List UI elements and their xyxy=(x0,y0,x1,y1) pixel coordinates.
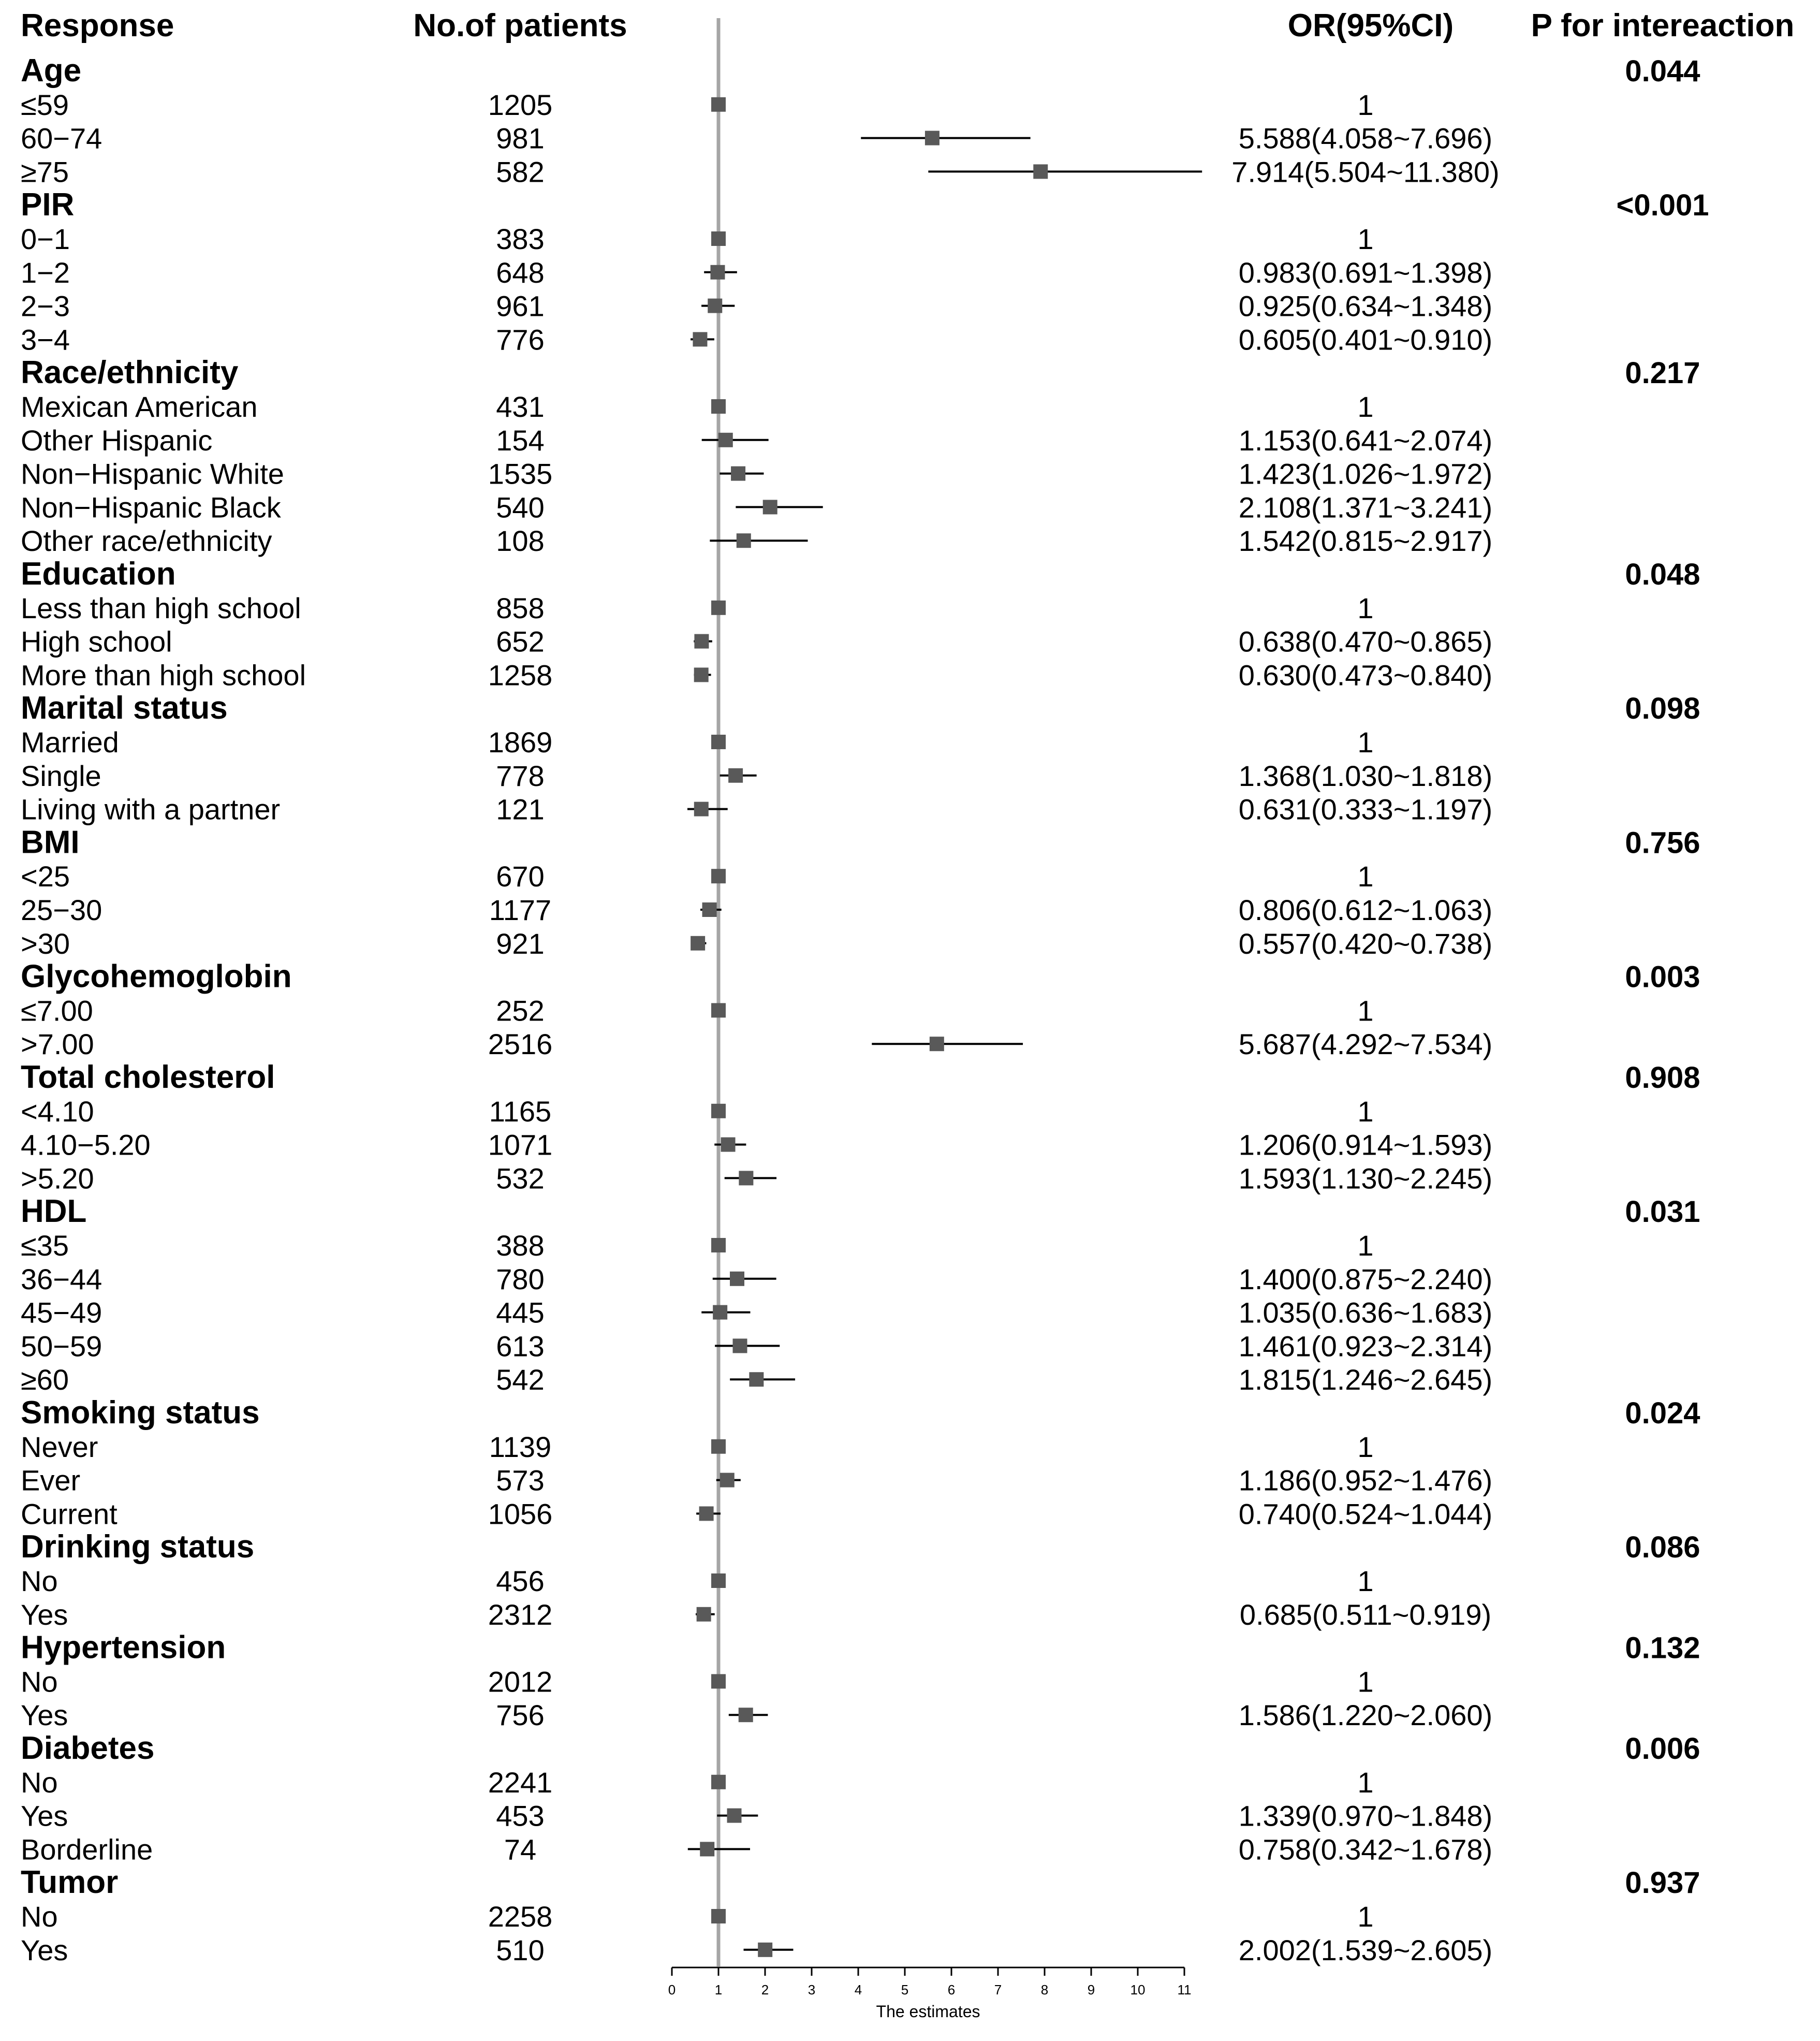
patient-count: 1139 xyxy=(489,1430,552,1463)
subgroup-label: No xyxy=(21,1665,58,1698)
patient-count: 154 xyxy=(496,424,545,457)
subgroup-label: ≤35 xyxy=(21,1229,69,1262)
or-marker xyxy=(711,1573,726,1588)
or-marker xyxy=(711,231,726,246)
group-label: Smoking status xyxy=(21,1395,260,1431)
or-ci-text: 0.685(0.511~0.919) xyxy=(1239,1598,1492,1631)
subgroup-label: >5.20 xyxy=(21,1162,94,1195)
or-ci-text: 2.002(1.539~2.605) xyxy=(1238,1933,1493,1966)
subgroup-label: More than high school xyxy=(21,659,306,692)
patient-count: 648 xyxy=(496,256,545,289)
or-ci-text: 1 xyxy=(1357,860,1374,893)
x-tick-label: 1 xyxy=(714,1982,723,1998)
header-or: OR(95%CI) xyxy=(1287,8,1454,43)
subgroup-label: 2−3 xyxy=(21,289,70,323)
group-label: Glycohemoglobin xyxy=(21,958,292,995)
patient-count: 252 xyxy=(496,994,545,1027)
or-ci-text: 1.461(0.923~2.314) xyxy=(1238,1330,1493,1363)
or-ci-text: 5.588(4.058~7.696) xyxy=(1238,122,1493,155)
or-marker xyxy=(711,399,726,414)
or-marker xyxy=(702,902,717,917)
patient-count: 74 xyxy=(504,1833,537,1866)
or-ci-text: 1 xyxy=(1357,223,1374,255)
or-ci-text: 1 xyxy=(1357,1900,1374,1933)
subgroup-label: ≥75 xyxy=(21,155,69,188)
or-ci-text: 1 xyxy=(1357,1565,1374,1597)
patient-count: 445 xyxy=(496,1296,545,1329)
or-marker xyxy=(718,433,733,447)
patient-count: 1258 xyxy=(488,659,553,692)
or-ci-text: 1 xyxy=(1357,1766,1374,1799)
or-ci-text: 2.108(1.371~3.241) xyxy=(1238,491,1493,524)
or-marker xyxy=(732,1338,747,1353)
p-interaction-value: 0.756 xyxy=(1625,826,1700,860)
p-interaction-value: 0.086 xyxy=(1625,1530,1700,1565)
patient-count: 383 xyxy=(496,223,545,255)
patient-count: 1535 xyxy=(488,457,553,490)
or-marker xyxy=(693,332,707,346)
or-ci-text: 1 xyxy=(1357,390,1374,423)
or-marker xyxy=(708,299,722,313)
or-ci-text: 1 xyxy=(1357,994,1374,1027)
or-ci-text: 0.557(0.420~0.738) xyxy=(1238,927,1493,960)
patient-count: 981 xyxy=(496,122,545,155)
p-interaction-value: 0.132 xyxy=(1625,1631,1700,1665)
patient-count: 2012 xyxy=(488,1665,553,1698)
patient-count: 961 xyxy=(496,289,545,323)
patient-count: 431 xyxy=(496,390,545,423)
subgroup-label: Yes xyxy=(21,1933,68,1966)
or-ci-text: 0.758(0.342~1.678) xyxy=(1238,1833,1493,1866)
subgroup-label: Single xyxy=(21,759,101,792)
or-ci-text: 1.586(1.220~2.060) xyxy=(1238,1699,1493,1732)
group-label: Race/ethnicity xyxy=(21,355,239,391)
x-tick-label: 9 xyxy=(1087,1982,1095,1998)
group-label: Age xyxy=(21,53,82,89)
or-ci-text: 1.368(1.030~1.818) xyxy=(1238,759,1493,792)
group-label: Education xyxy=(21,556,176,592)
or-marker xyxy=(720,1473,735,1488)
or-ci-text: 1.206(0.914~1.593) xyxy=(1238,1128,1493,1161)
subgroup-label: Mexican American xyxy=(21,390,258,423)
or-marker xyxy=(1033,164,1048,179)
or-ci-text: 1 xyxy=(1357,1430,1374,1463)
patient-count: 1869 xyxy=(488,726,553,759)
subgroup-label: Non−Hispanic White xyxy=(21,457,284,490)
or-marker xyxy=(731,466,745,481)
header-p-interaction: P for intereaction xyxy=(1531,8,1795,43)
x-tick-label: 0 xyxy=(668,1982,676,1998)
or-ci-text: 1 xyxy=(1357,726,1374,759)
or-marker xyxy=(758,1943,772,1957)
subgroup-label: >30 xyxy=(21,927,70,960)
or-marker xyxy=(711,97,726,112)
p-interaction-value: 0.006 xyxy=(1625,1732,1700,1766)
or-ci-text: 1.153(0.641~2.074) xyxy=(1238,424,1493,457)
or-marker xyxy=(697,1607,711,1622)
patient-count: 532 xyxy=(496,1162,545,1195)
or-ci-text: 1.339(0.970~1.848) xyxy=(1238,1799,1493,1832)
patient-count: 573 xyxy=(496,1464,545,1497)
patient-count: 510 xyxy=(496,1933,545,1966)
patient-count: 2312 xyxy=(488,1598,553,1631)
or-marker xyxy=(711,735,726,749)
or-marker xyxy=(711,1238,726,1252)
p-interaction-value: 0.048 xyxy=(1625,558,1700,591)
x-tick-label: 8 xyxy=(1040,1982,1049,1998)
subgroup-label: Yes xyxy=(21,1598,68,1631)
patient-count: 582 xyxy=(496,155,545,188)
x-tick-label: 6 xyxy=(947,1982,956,1998)
patient-count: 921 xyxy=(496,927,545,960)
or-ci-text: 0.806(0.612~1.063) xyxy=(1238,894,1493,926)
or-marker xyxy=(763,500,777,514)
patient-count: 108 xyxy=(496,524,545,558)
x-tick-label: 5 xyxy=(901,1982,909,1998)
or-ci-text: 1 xyxy=(1357,1229,1374,1262)
or-ci-text: 7.914(5.504~11.380) xyxy=(1231,155,1500,188)
patient-count: 613 xyxy=(496,1330,545,1363)
patient-count: 780 xyxy=(496,1262,545,1295)
or-ci-text: 1 xyxy=(1357,1095,1374,1128)
patient-count: 2241 xyxy=(488,1766,553,1799)
or-marker xyxy=(711,1003,726,1017)
subgroup-label: 25−30 xyxy=(21,894,102,926)
or-marker xyxy=(694,802,709,817)
subgroup-label: Borderline xyxy=(21,1833,153,1866)
p-interaction-value: 0.098 xyxy=(1625,692,1700,726)
p-interaction-value: <0.001 xyxy=(1616,188,1709,223)
p-interaction-value: 0.908 xyxy=(1625,1061,1700,1095)
or-marker xyxy=(711,1775,726,1789)
group-label: Diabetes xyxy=(21,1730,155,1766)
p-interaction-value: 0.937 xyxy=(1625,1866,1700,1900)
or-marker xyxy=(711,601,726,615)
subgroup-label: Less than high school xyxy=(21,591,301,624)
p-interaction-value: 0.217 xyxy=(1625,356,1700,390)
subgroup-label: Other Hispanic xyxy=(21,424,213,457)
subgroup-label: <25 xyxy=(21,860,70,893)
patient-count: 453 xyxy=(496,1799,545,1832)
or-ci-text: 0.925(0.634~1.348) xyxy=(1238,289,1493,323)
group-label: BMI xyxy=(21,824,80,861)
x-tick-label: 2 xyxy=(761,1982,769,1998)
or-ci-text: 0.605(0.401~0.910) xyxy=(1238,323,1493,356)
or-marker xyxy=(694,634,709,649)
subgroup-label: ≤59 xyxy=(21,88,69,121)
or-marker xyxy=(694,667,709,682)
or-ci-text: 1 xyxy=(1357,1665,1374,1698)
p-interaction-value: 0.024 xyxy=(1625,1396,1700,1430)
patient-count: 756 xyxy=(496,1699,545,1732)
patient-count: 1071 xyxy=(488,1128,553,1161)
subgroup-label: <4.10 xyxy=(21,1095,94,1128)
x-tick-label: 11 xyxy=(1177,1982,1192,1998)
or-ci-text: 1.542(0.815~2.917) xyxy=(1238,524,1493,558)
or-marker xyxy=(711,1104,726,1118)
or-marker xyxy=(739,1708,753,1722)
subgroup-label: High school xyxy=(21,625,172,658)
group-label: HDL xyxy=(21,1193,87,1230)
p-interaction-value: 0.031 xyxy=(1625,1195,1700,1229)
subgroup-label: Married xyxy=(21,726,119,759)
patient-count: 778 xyxy=(496,759,545,792)
patient-count: 652 xyxy=(496,625,545,658)
x-tick-label: 3 xyxy=(808,1982,816,1998)
or-marker xyxy=(739,1171,753,1185)
or-marker xyxy=(721,1138,736,1152)
or-marker xyxy=(925,131,940,145)
or-marker xyxy=(711,1909,726,1923)
subgroup-label: Never xyxy=(21,1430,98,1463)
or-marker xyxy=(749,1372,764,1387)
p-interaction-value: 0.003 xyxy=(1625,960,1700,994)
or-ci-text: 0.638(0.470~0.865) xyxy=(1238,625,1493,658)
subgroup-label: No xyxy=(21,1766,58,1799)
patient-count: 1165 xyxy=(489,1095,552,1128)
subgroup-label: Other race/ethnicity xyxy=(21,524,272,558)
or-ci-text: 1.423(1.026~1.972) xyxy=(1238,457,1493,490)
patient-count: 456 xyxy=(496,1565,545,1597)
or-marker xyxy=(713,1305,727,1320)
x-tick-label: 10 xyxy=(1130,1982,1146,1998)
patient-count: 1205 xyxy=(488,88,553,121)
or-marker xyxy=(711,1439,726,1454)
or-ci-text: 0.630(0.473~0.840) xyxy=(1238,659,1493,692)
subgroup-label: Ever xyxy=(21,1464,81,1497)
or-marker xyxy=(700,1842,714,1856)
subgroup-label: Yes xyxy=(21,1799,68,1832)
or-ci-text: 1 xyxy=(1357,88,1374,121)
or-marker xyxy=(930,1037,944,1051)
or-ci-text: 5.687(4.292~7.534) xyxy=(1238,1028,1493,1061)
subgroup-label: 3−4 xyxy=(21,323,70,356)
patient-count: 858 xyxy=(496,591,545,624)
or-marker xyxy=(730,1272,744,1286)
patient-count: 776 xyxy=(496,323,545,356)
subgroup-label: 1−2 xyxy=(21,256,70,289)
subgroup-label: 45−49 xyxy=(21,1296,102,1329)
patient-count: 542 xyxy=(496,1363,545,1396)
or-marker xyxy=(699,1506,714,1521)
or-marker xyxy=(727,1809,742,1823)
or-ci-text: 0.740(0.524~1.044) xyxy=(1238,1497,1493,1530)
x-axis-label: The estimates xyxy=(876,2002,980,2021)
or-marker xyxy=(710,265,725,280)
group-label: Total cholesterol xyxy=(21,1059,275,1095)
header-response: Response xyxy=(21,8,174,43)
p-interaction-value: 0.044 xyxy=(1625,54,1700,88)
subgroup-label: 36−44 xyxy=(21,1262,102,1295)
or-ci-text: 0.631(0.333~1.197) xyxy=(1238,793,1493,826)
header-patients: No.of patients xyxy=(413,8,627,43)
subgroup-label: ≤7.00 xyxy=(21,994,93,1027)
or-ci-text: 1.815(1.246~2.645) xyxy=(1238,1363,1493,1396)
group-label: Drinking status xyxy=(21,1529,255,1565)
or-ci-text: 1.186(0.952~1.476) xyxy=(1238,1464,1493,1497)
subgroup-label: 0−1 xyxy=(21,223,70,255)
subgroup-label: ≥60 xyxy=(21,1363,69,1396)
patient-count: 2516 xyxy=(488,1028,553,1061)
x-tick-label: 4 xyxy=(854,1982,862,1998)
subgroup-label: Non−Hispanic Black xyxy=(21,491,281,524)
subgroup-label: 60−74 xyxy=(21,122,102,155)
or-ci-text: 1 xyxy=(1357,591,1374,624)
subgroup-label: No xyxy=(21,1565,58,1597)
subgroup-label: Living with a partner xyxy=(21,793,281,826)
group-label: PIR xyxy=(21,187,75,223)
patient-count: 670 xyxy=(496,860,545,893)
subgroup-label: Yes xyxy=(21,1699,68,1732)
group-label: Tumor xyxy=(21,1864,119,1901)
or-marker xyxy=(737,533,751,548)
or-marker xyxy=(711,1674,726,1688)
patient-count: 1056 xyxy=(488,1497,553,1530)
group-label: Hypertension xyxy=(21,1629,226,1666)
patient-count: 121 xyxy=(496,793,545,826)
or-ci-text: 1.593(1.130~2.245) xyxy=(1238,1162,1493,1195)
subgroup-label: >7.00 xyxy=(21,1028,94,1061)
patient-count: 540 xyxy=(496,491,545,524)
subgroup-label: No xyxy=(21,1900,58,1933)
patient-count: 388 xyxy=(496,1229,545,1262)
or-ci-text: 1.035(0.636~1.683) xyxy=(1238,1296,1493,1329)
or-marker xyxy=(711,869,726,883)
group-label: Marital status xyxy=(21,690,228,726)
or-marker xyxy=(691,936,705,951)
subgroup-label: 4.10−5.20 xyxy=(21,1128,151,1161)
x-tick-label: 7 xyxy=(994,1982,1002,1998)
subgroup-label: 50−59 xyxy=(21,1330,102,1363)
subgroup-label: Current xyxy=(21,1497,118,1530)
patient-count: 1177 xyxy=(489,894,552,926)
or-ci-text: 0.983(0.691~1.398) xyxy=(1238,256,1493,289)
or-ci-text: 1.400(0.875~2.240) xyxy=(1238,1262,1493,1295)
patient-count: 2258 xyxy=(488,1900,553,1933)
or-marker xyxy=(728,768,743,783)
